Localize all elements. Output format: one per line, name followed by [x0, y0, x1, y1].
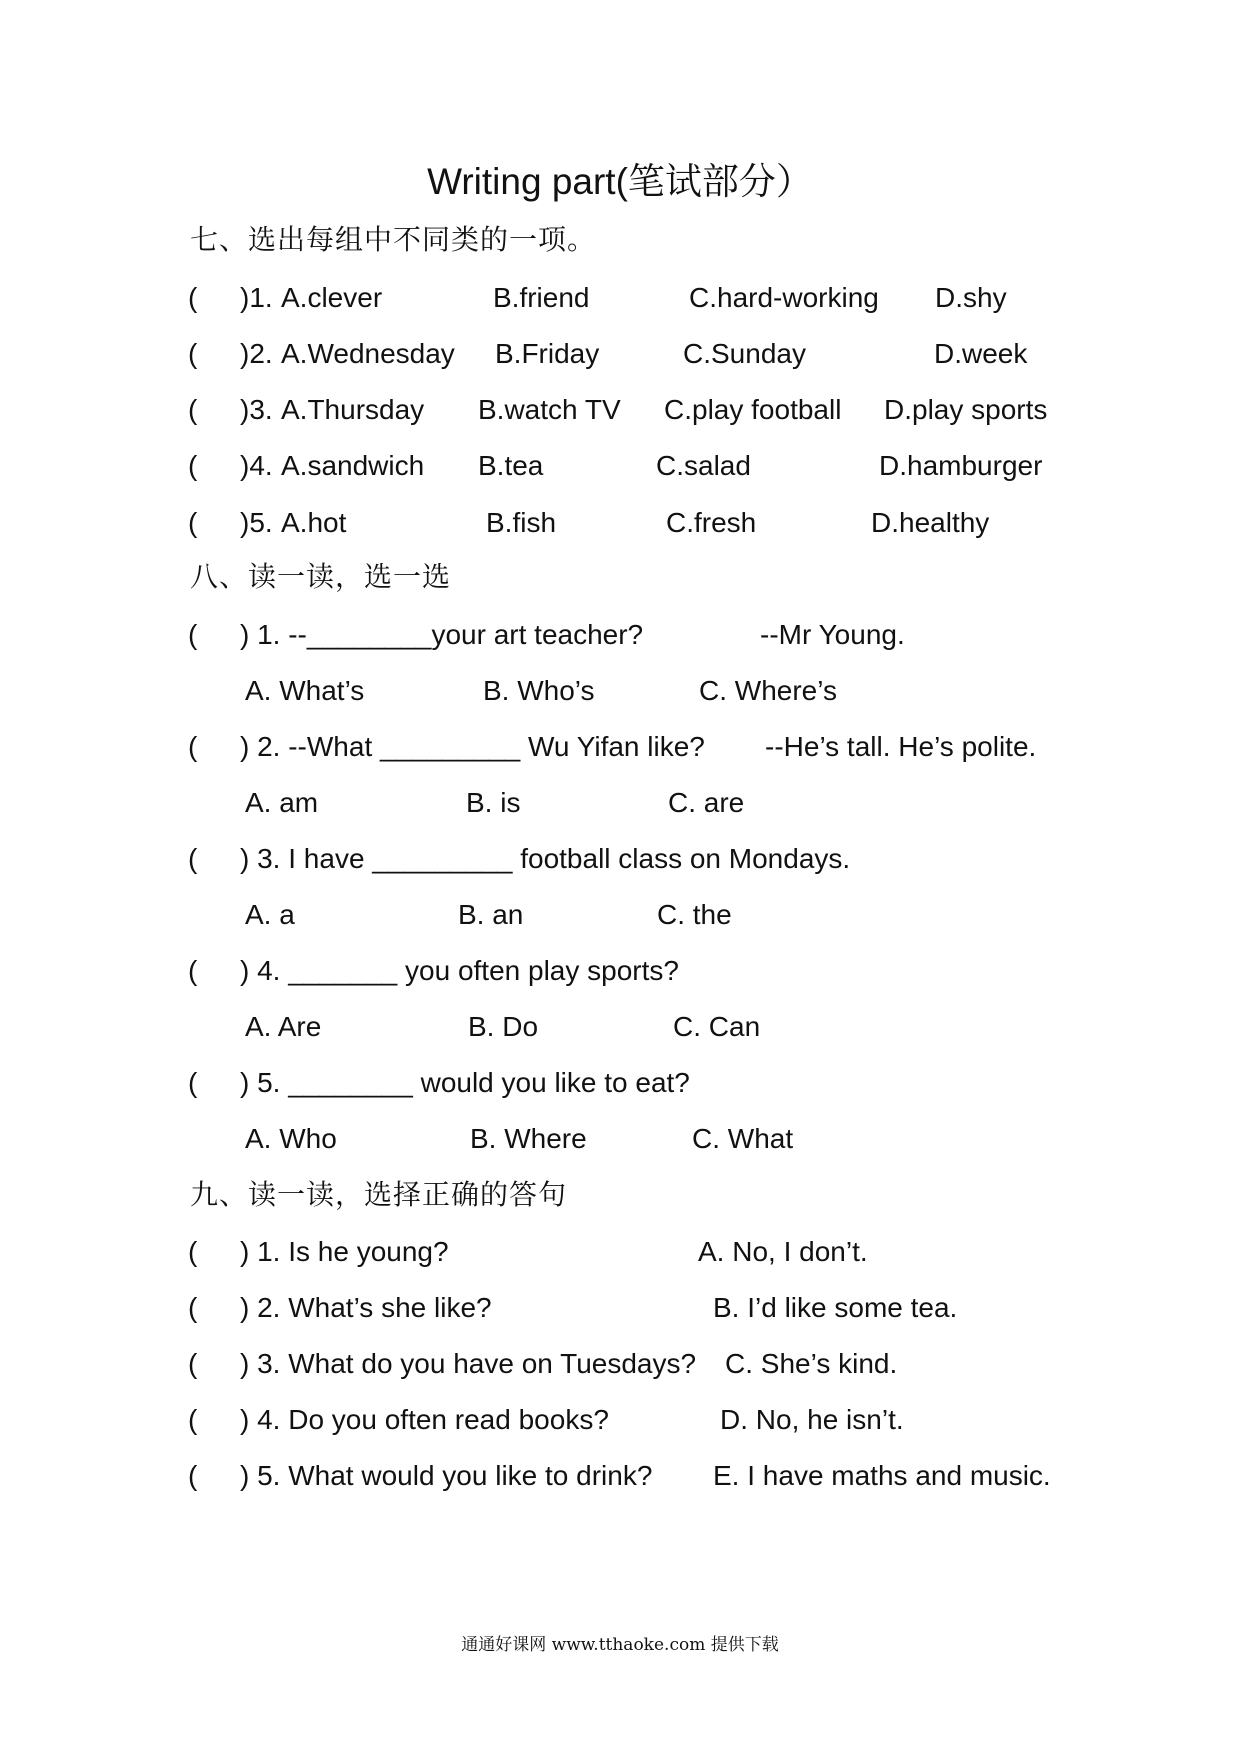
answer-blank: (	[188, 955, 198, 986]
item-number: )1.	[240, 282, 273, 313]
option-a: A.clever	[281, 282, 383, 313]
question-text: ) 2. --What _________ Wu Yifan like?	[240, 731, 705, 762]
option-b: B.watch TV	[478, 394, 621, 425]
question-text: ) 4. Do you often read books?	[240, 1404, 609, 1435]
option-a: A.sandwich	[281, 450, 425, 481]
section-heading-7: 七、选出每组中不同类的一项。	[190, 224, 597, 255]
answer-text: E. I have maths and music.	[713, 1460, 1051, 1491]
option-c: C. Can	[673, 1011, 761, 1042]
list-item	[0, 895, 1240, 935]
answer-text: C. She’s kind.	[725, 1348, 898, 1379]
answer-blank: (	[188, 1236, 198, 1267]
footer-credit: 通通好课网 www.tthaoke.com 提供下载	[461, 1635, 779, 1655]
answer-blank: (	[188, 731, 198, 762]
answer-blank: (	[188, 1292, 198, 1323]
answer-blank: (	[188, 282, 198, 313]
option-a: A. am	[245, 787, 319, 818]
option-b: B. Who’s	[483, 675, 595, 706]
option-b: B. Where	[470, 1123, 587, 1154]
option-c: C.play football	[664, 394, 842, 425]
page-title: Writing part(笔试部分）	[427, 161, 813, 202]
list-item	[0, 446, 1240, 486]
list-item	[0, 727, 1240, 767]
answer-blank: (	[188, 1348, 198, 1379]
option-b: B. an	[458, 899, 524, 930]
list-item	[0, 390, 1240, 430]
question-text: ) 1. Is he young?	[240, 1236, 449, 1267]
list-item	[0, 1007, 1240, 1047]
list-item	[0, 1400, 1240, 1440]
option-b: B.Friday	[495, 338, 600, 369]
list-item	[0, 783, 1240, 823]
list-item	[0, 615, 1240, 655]
option-c: C. the	[657, 899, 732, 930]
question-text: ) 4. _______ you often play sports?	[240, 955, 679, 986]
option-a: A.Thursday	[281, 394, 425, 425]
list-item	[0, 1344, 1240, 1384]
option-b: B. is	[466, 787, 521, 818]
list-item	[0, 1456, 1240, 1496]
option-a: A. Are	[245, 1011, 322, 1042]
question-text: ) 1. --________your art teacher?	[240, 619, 644, 650]
answer-blank: (	[188, 1460, 198, 1491]
question-text: ) 3. What do you have on Tuesdays?	[240, 1348, 697, 1379]
answer-blank: (	[188, 394, 198, 425]
list-item	[0, 1119, 1240, 1159]
option-d: D.healthy	[871, 507, 990, 538]
option-a: A.hot	[281, 507, 347, 538]
option-d: D.hamburger	[879, 450, 1043, 481]
option-d: D.week	[934, 338, 1028, 369]
section-heading-8: 八、读一读，选一选	[190, 561, 452, 592]
item-number: )5.	[240, 507, 273, 538]
option-b: B.friend	[493, 282, 590, 313]
answer-text: D. No, he isn’t.	[720, 1404, 904, 1435]
option-c: C.hard-working	[689, 282, 879, 313]
list-item	[0, 503, 1240, 543]
answer-blank: (	[188, 619, 198, 650]
option-b: B. Do	[468, 1011, 539, 1042]
answer-text: B. I’d like some tea.	[713, 1292, 958, 1323]
item-number: )2.	[240, 338, 273, 369]
question-text: ) 3. I have _________ football class on Mondays.	[240, 843, 851, 874]
list-item	[0, 671, 1240, 711]
option-c: C.salad	[656, 450, 751, 481]
option-c: C.fresh	[666, 507, 757, 538]
answer-text: --Mr Young.	[760, 619, 905, 650]
answer-blank: (	[188, 450, 198, 481]
option-c: C. Where’s	[699, 675, 837, 706]
answer-blank: (	[188, 1067, 198, 1098]
item-number: )4.	[240, 450, 273, 481]
answer-blank: (	[188, 338, 198, 369]
section-heading-9: 九、读一读，选择正确的答句	[190, 1179, 568, 1210]
answer-blank: (	[188, 843, 198, 874]
option-a: A. a	[245, 899, 295, 930]
question-text: ) 5. ________ would you like to eat?	[240, 1067, 690, 1098]
option-d: D.play sports	[884, 394, 1048, 425]
item-number: )3.	[240, 394, 273, 425]
question-text: ) 2. What’s she like?	[240, 1292, 492, 1323]
list-item	[0, 334, 1240, 374]
question-text: ) 5. What would you like to drink?	[240, 1460, 653, 1491]
answer-text: --He’s tall. He’s polite.	[765, 731, 1037, 762]
list-item	[0, 839, 1240, 879]
option-a: A. What’s	[245, 675, 365, 706]
option-c: C. are	[668, 787, 745, 818]
answer-text: A. No, I don’t.	[698, 1236, 868, 1267]
option-c: C. What	[692, 1123, 794, 1154]
answer-blank: (	[188, 507, 198, 538]
list-item	[0, 1232, 1240, 1272]
option-a: A.Wednesday	[281, 338, 455, 369]
list-item	[0, 1288, 1240, 1328]
list-item	[0, 278, 1240, 318]
option-b: B.tea	[478, 450, 544, 481]
option-a: A. Who	[245, 1123, 337, 1154]
list-item	[0, 951, 1240, 991]
list-item	[0, 1063, 1240, 1103]
option-c: C.Sunday	[683, 338, 806, 369]
option-b: B.fish	[486, 507, 557, 538]
option-d: D.shy	[935, 282, 1007, 313]
answer-blank: (	[188, 1404, 198, 1435]
